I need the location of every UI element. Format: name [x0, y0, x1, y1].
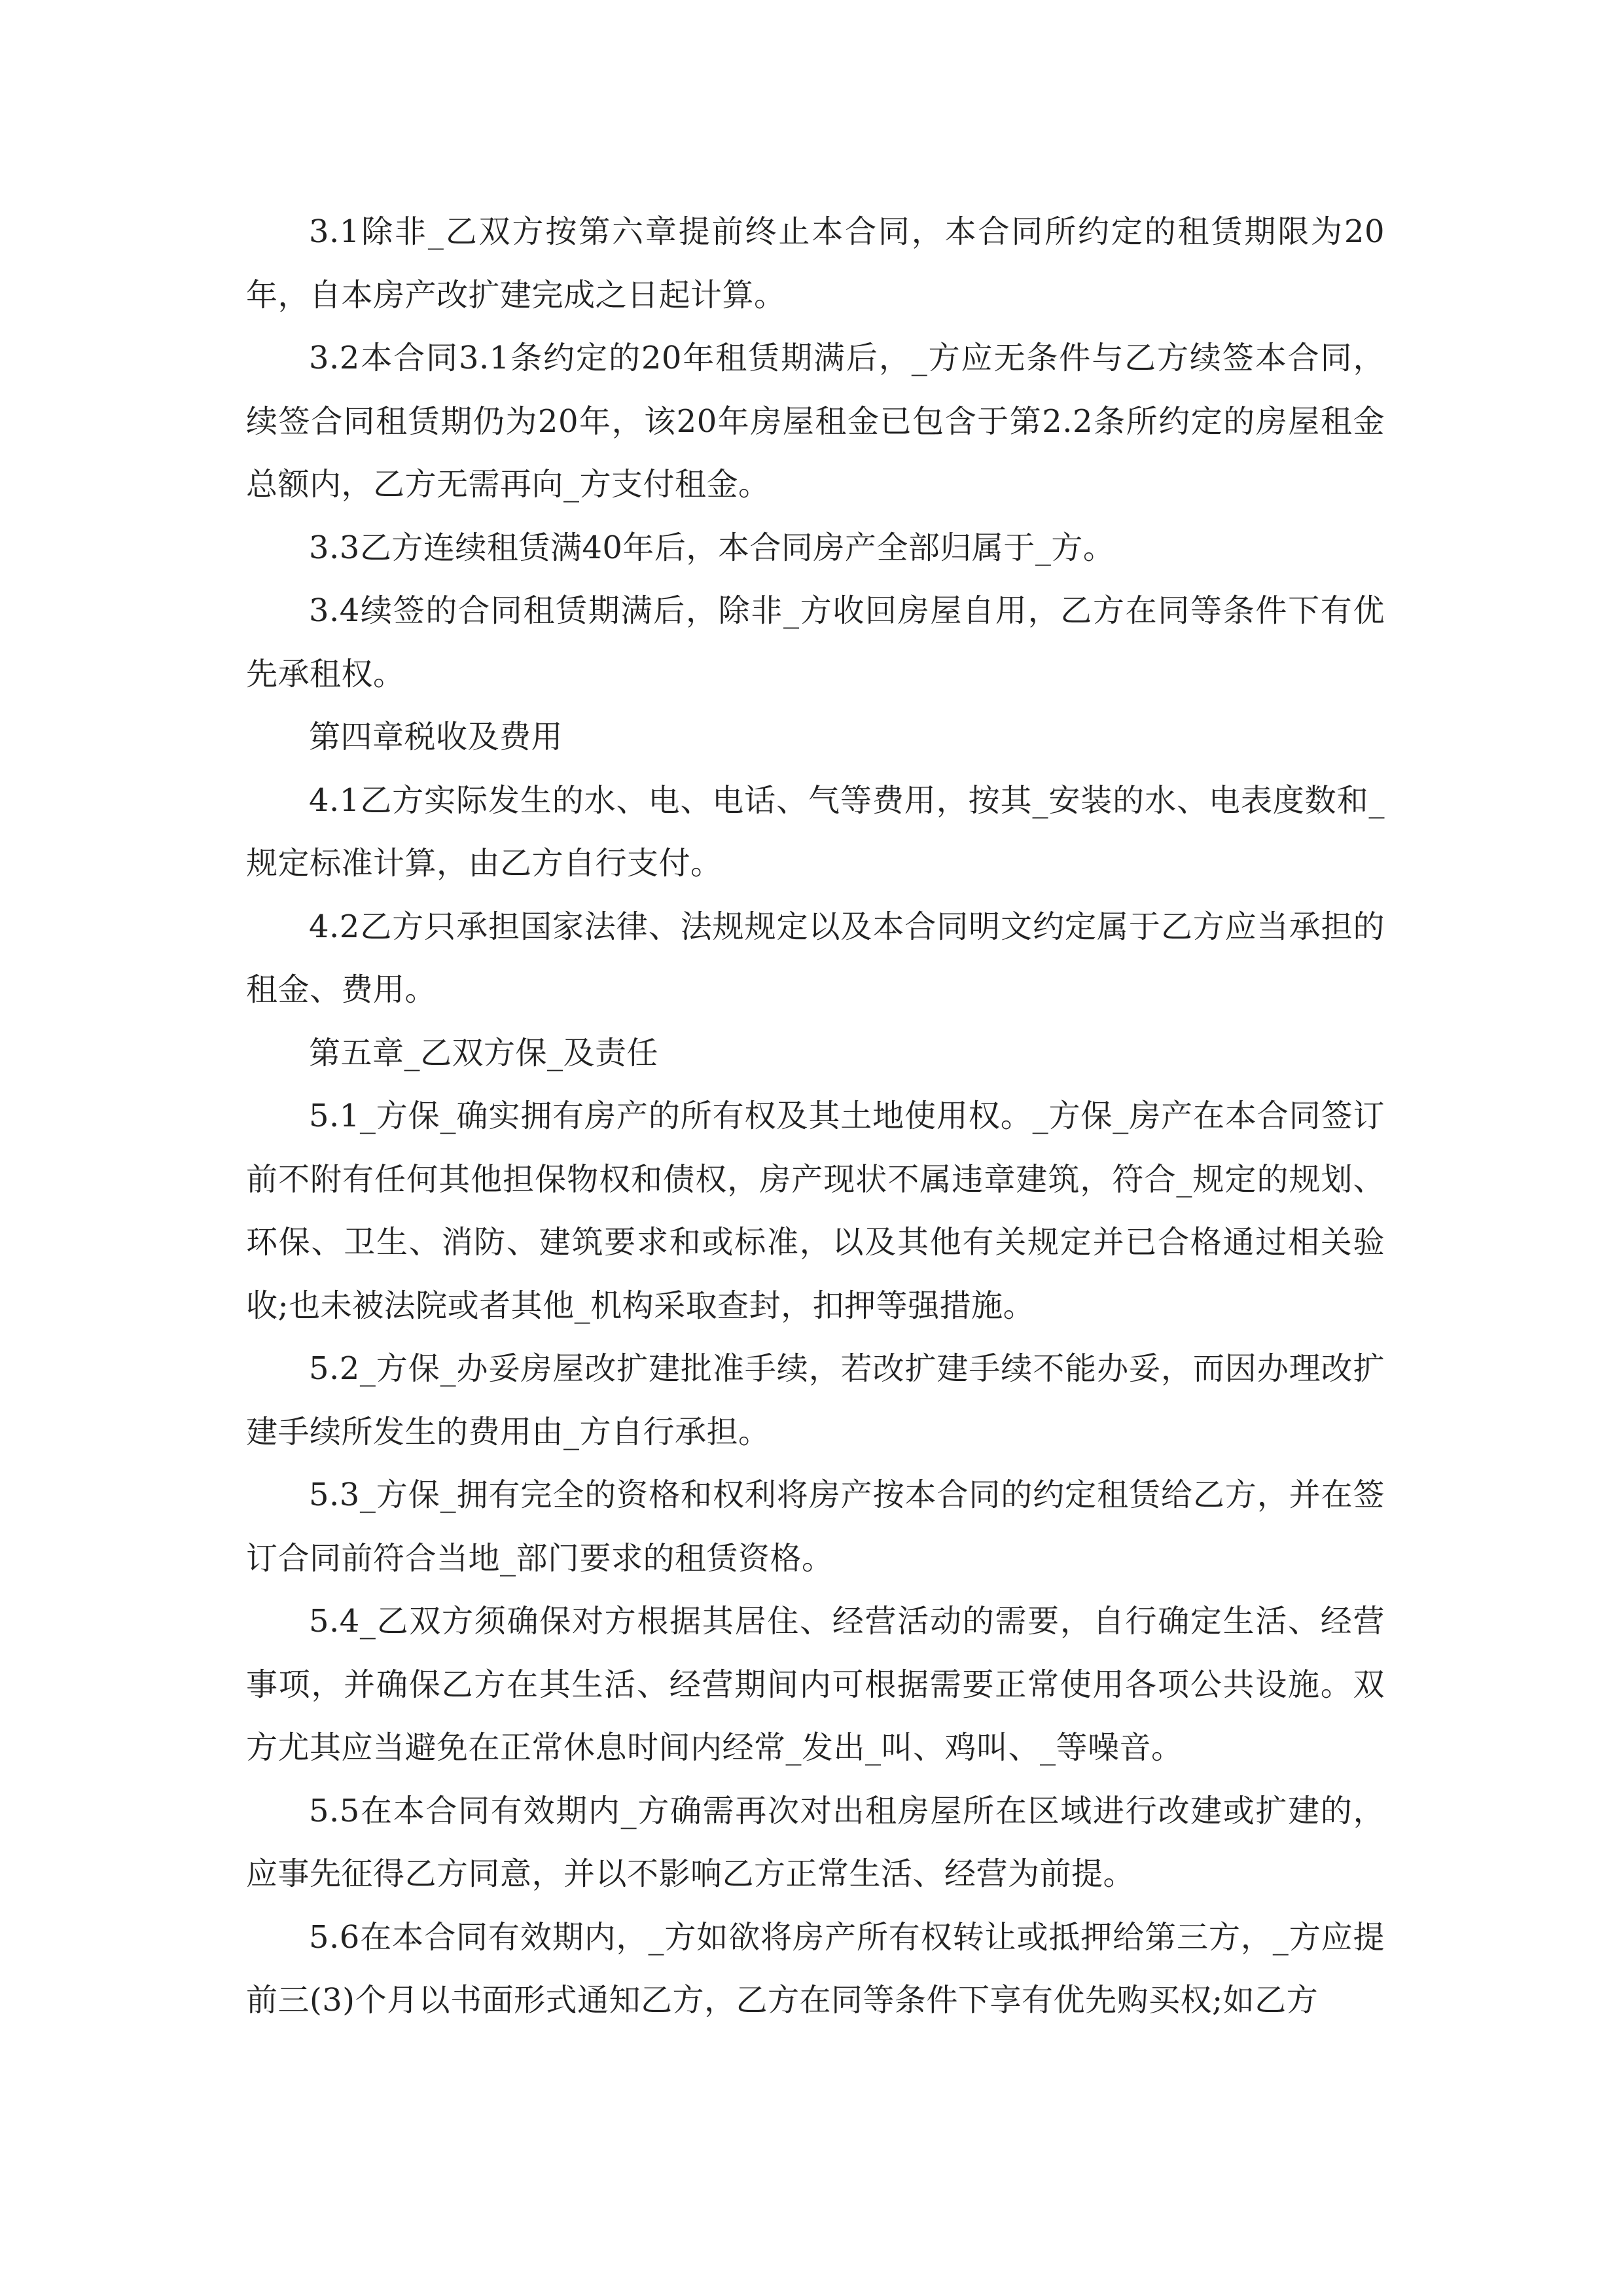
clause-5-1: 5.1_方保_确实拥有房产的所有权及其土地使用权。_方保_房产在本合同签订前不附有任何其他担保物权和债权，房产现状不属违章建筑，符合_规定的规划、环保、卫生、消防、建筑要求和或标准，以及其他有关规定并已合格通过相关验收;也未被法院或者其他_机构采取查封，扣押等强措施。	[246, 1098, 1385, 1324]
clause-5-4: 5.4_乙双方须确保对方根据其居住、经营活动的需要，自行确定生活、经营事项，并确保乙方在其生活、经营期间内可根据需要正常使用各项公共设施。双方尤其应当避免在正常休息时间内经常_发出_叫、鸡叫、_等噪音。	[246, 1603, 1385, 1766]
clause-5-3: 5.3_方保_拥有完全的资格和权利将房产按本合同的约定租赁给乙方，并在签订合同前符合当地_部门要求的租赁资格。	[246, 1477, 1385, 1577]
document-body	[246, 200, 1385, 2032]
clause-3-2: 3.2本合同3.1条约定的20年租赁期满后，_方应无条件与乙方续签本合同，续签合同租赁期仍为20年，该20年房屋租金已包含于第2.2条所约定的房屋租金总额内，乙方无需再向_方支付租金。	[246, 340, 1385, 503]
chapter-4-heading: 第四章税收及费用	[309, 719, 563, 755]
clause-4-2: 4.2乙方只承担国家法律、法规规定以及本合同明文约定属于乙方应当承担的租金、费用。	[246, 908, 1385, 1008]
clause-5-2: 5.2_方保_办妥房屋改扩建批准手续，若改扩建手续不能办妥，而因办理改扩建手续所发生的费用由_方自行承担。	[246, 1350, 1385, 1450]
chapter-5-heading: 第五章_乙双方保_及责任	[309, 1034, 659, 1071]
clause-3-1: 3.1除非_乙双方按第六章提前终止本合同，本合同所约定的租赁期限为20年，自本房产改扩建完成之日起计算。	[246, 213, 1385, 314]
clause-3-4: 3.4续签的合同租赁期满后，除非_方收回房屋自用，乙方在同等条件下有优先承租权。	[246, 592, 1385, 692]
clause-3-3: 3.3乙方连续租赁满40年后，本合同房产全部归属于_方。	[309, 529, 1115, 566]
clause-5-5: 5.5在本合同有效期内_方确需再次对出租房屋所在区域进行改建或扩建的，应事先征得乙方同意，并以不影响乙方正常生活、经营为前提。	[246, 1792, 1385, 1892]
clause-5-6: 5.6在本合同有效期内，_方如欲将房产所有权转让或抵押给第三方，_方应提前三(3)个月以书面形式通知乙方，乙方在同等条件下享有优先购买权;如乙方	[246, 1918, 1385, 2018]
clause-4-1: 4.1乙方实际发生的水、电、电话、气等费用，按其_安装的水、电表度数和_规定标准计算，由乙方自行支付。	[246, 781, 1385, 882]
